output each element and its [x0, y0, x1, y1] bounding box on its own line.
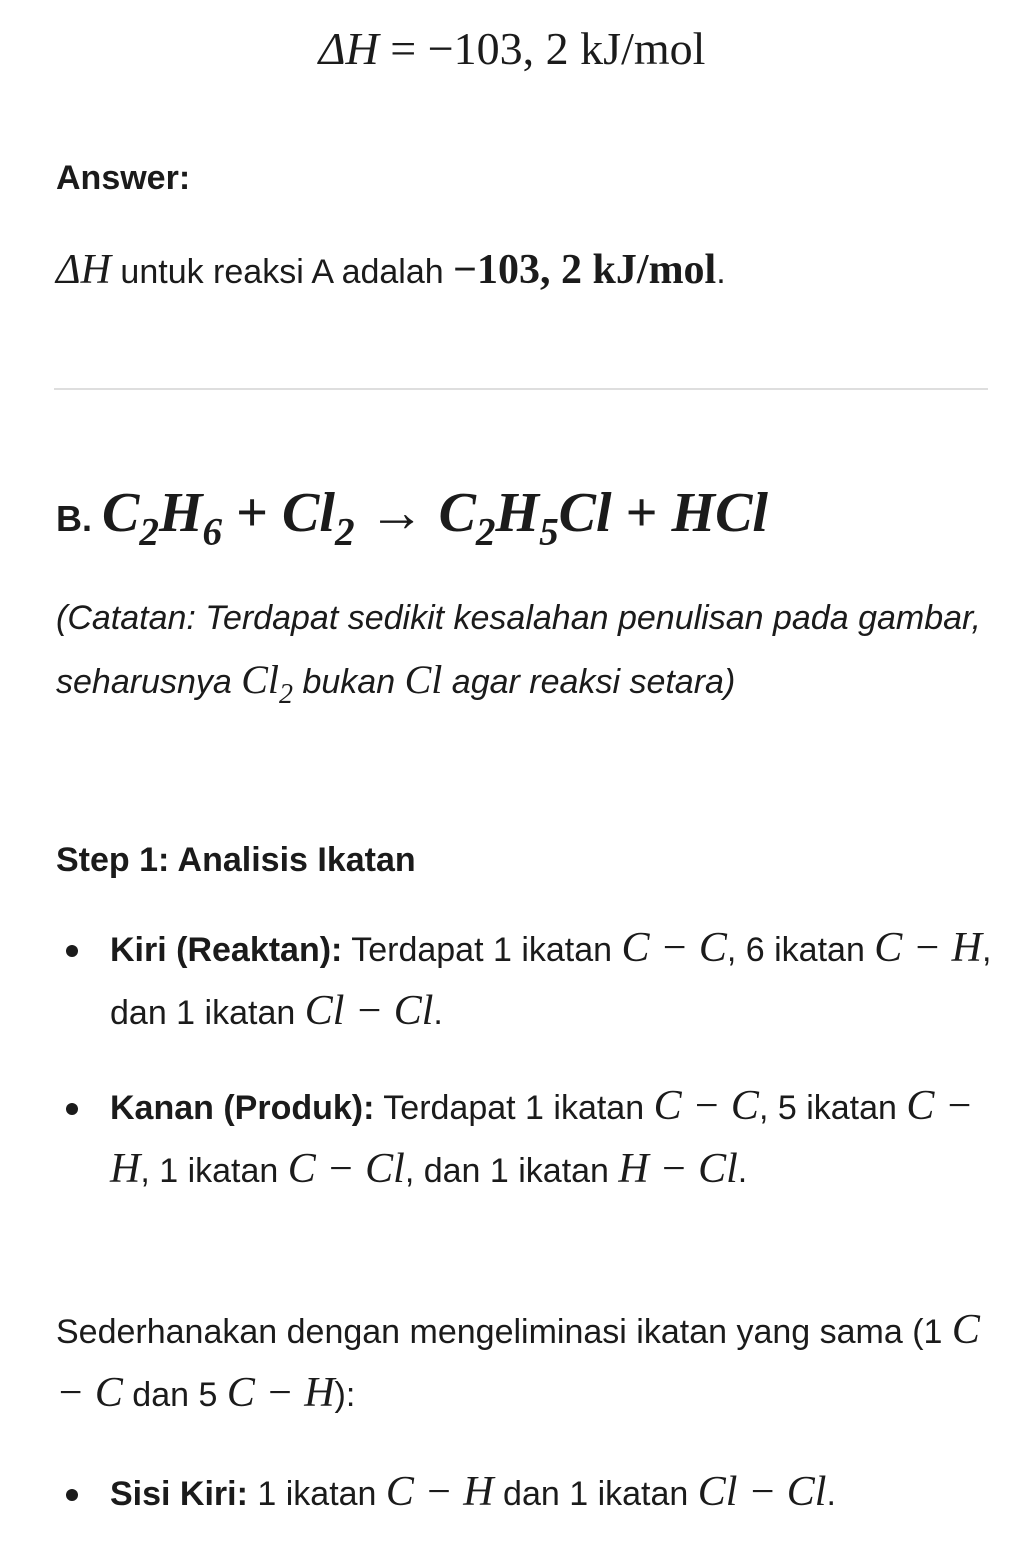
simplification-paragraph: Sederhanakan dengan mengeliminasi ikatan yang sama (1 C − C dan 5 C − H):: [56, 1307, 980, 1416]
bullet-icon: [66, 1103, 78, 1115]
note-cl: Cl: [404, 657, 443, 702]
answer-heading: Answer:: [56, 159, 191, 197]
equals-sign: =: [378, 23, 428, 74]
answer-text: untuk reaksi A adalah: [110, 253, 454, 291]
section-divider: [54, 388, 988, 390]
answer-value: −103, 2 kJ/mol: [453, 247, 717, 293]
delta-h-value: −103, 2 kJ/mol: [427, 23, 706, 74]
bullet-icon: [66, 1489, 78, 1501]
note-cl2: $Cl_2$: [241, 657, 294, 710]
list-item-left-side: Sisi Kiri: 1 ikatan C − H dan 1 ikatan Cl − Cl.: [56, 1462, 996, 1525]
delta-h-display-equation: [0, 18, 1024, 79]
delta-h-symbol: ΔH: [318, 23, 379, 74]
list-item-reactants: Kiri (Reaktan): Terdapat 1 ikatan C − C, 6 ikatan C − H, dan 1 ikatan Cl − Cl.: [56, 918, 996, 1044]
section-b-label: B.: [56, 498, 103, 539]
answer-statement: [56, 244, 726, 298]
step-1-title: Step 1: Analisis Ikatan: [56, 841, 416, 879]
sides-list: [56, 1462, 996, 1525]
reaction-equation: $C_2H_6 + Cl_2 \to C_2H_5Cl$ + HCl: [102, 482, 768, 554]
bullet-icon: [66, 945, 78, 957]
correction-note: (Catatan: Terdapat sedikit kesalahan penulisan pada gambar, seharusnya $Cl_2$ bukan Cl agar reaksi setara): [56, 599, 981, 710]
bond-analysis-list: [56, 918, 996, 1202]
answer-symbol: ΔH: [56, 247, 111, 293]
section-b-heading: [56, 478, 768, 554]
answer-period: .: [716, 253, 726, 291]
list-item-products: Kanan (Produk): Terdapat 1 ikatan C − C, 5 ikatan C − H, 1 ikatan C − Cl, dan 1 ikatan H − Cl.: [56, 1076, 996, 1202]
